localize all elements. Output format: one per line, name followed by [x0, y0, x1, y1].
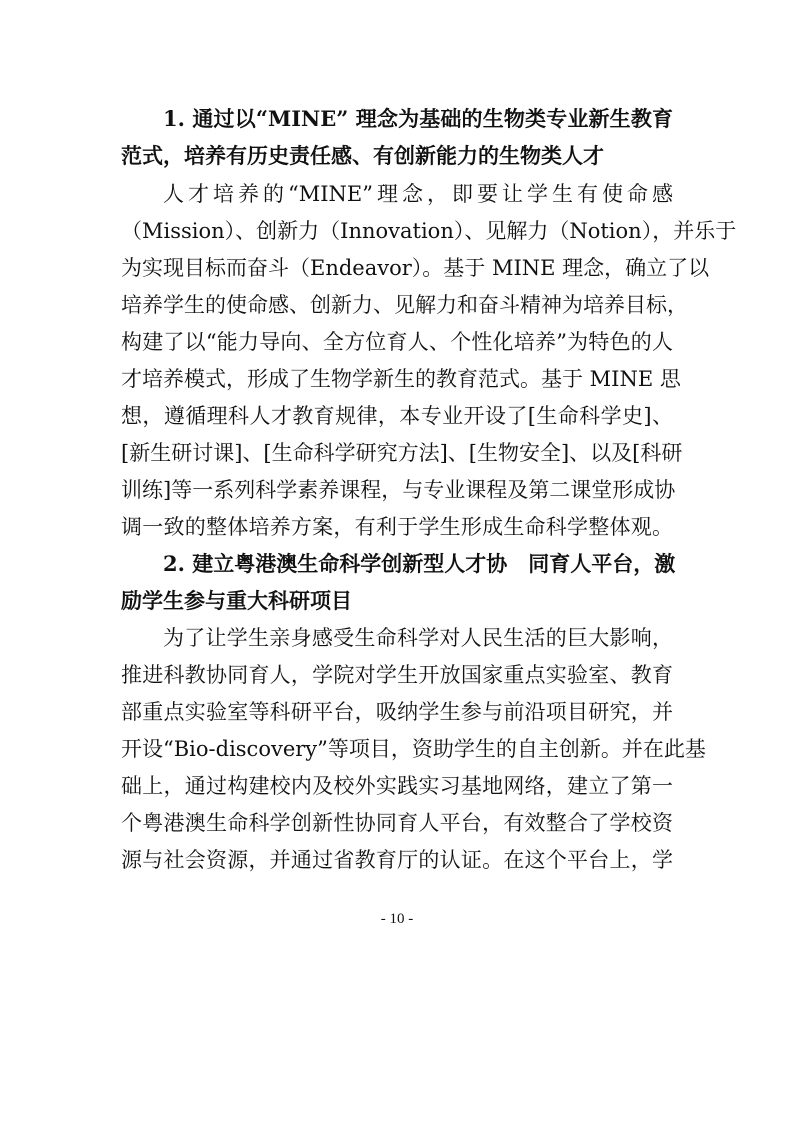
- section1-body-line-9: 训练]等一系列科学素养课程，与专业课程及第二课堂形成协: [121, 478, 676, 502]
- section1-heading-line-1: 1. 通过以“MINE” 理念为基础的生物类专业新生教育: [163, 106, 673, 131]
- page-number: - 10 -: [380, 911, 414, 927]
- section2-body-line-6: 个粤港澳生命科学创新性协同育人平台，有效整合了学校资: [121, 811, 673, 835]
- section2-body-line-2: 推进科教协同育人，学院对学生开放国家重点实验室、教育: [121, 663, 673, 687]
- section1-body-line-2: （Mission）、创新力（Innovation）、见解力（Notion），并乐于: [121, 219, 737, 243]
- section1-body-line-5: 构建了以“能力导向、全方位育人、个性化培养”为特色的人: [121, 330, 673, 354]
- section1-body-line-10: 调一致的整体培养方案，有利于学生形成生命科学整体观。: [121, 515, 673, 539]
- section1-body-line-1: 人才培养的“MINE”理念，即要让学生有使命感: [163, 182, 673, 206]
- section1-body-line-3: 为实现目标而奋斗（Endeavor）。基于 MINE 理念，确立了以: [121, 256, 710, 280]
- section1-heading-line-2: 范式，培养有历史责任感、有创新能力的生物类人才: [121, 143, 604, 168]
- section1-body-line-8: [新生研讨课]、[生命科学研究方法]、[生物安全]、以及[科研: [121, 441, 683, 465]
- section2-body-line-5: 础上，通过构建校内及校外实践实习基地网络，建立了第一: [121, 774, 673, 798]
- section2-heading-line-1: 2. 建立粤港澳生命科学创新型人才协 同育人平台，激: [163, 551, 676, 576]
- section2-body-line-4: 开设“Bio-discovery”等项目，资助学生的自主创新。并在此基: [121, 737, 706, 761]
- section1-body-line-4: 培养学生的使命感、创新力、见解力和奋斗精神为培养目标，: [121, 293, 688, 317]
- section2-body-line-1: 为了让学生亲身感受生命科学对人民生活的巨大影响，: [163, 626, 673, 650]
- section1-body-line-7: 想，遵循理科人才教育规律，本专业开设了[生命科学史]、: [121, 404, 673, 428]
- section2-body-line-7: 源与社会资源，并通过省教育厅的认证。在这个平台上，学: [121, 848, 673, 872]
- section2-body-line-3: 部重点实验室等科研平台，吸纳学生参与前沿项目研究，并: [121, 700, 673, 724]
- section1-body-line-6: 才培养模式，形成了生物学新生的教育范式。基于 MINE 思: [121, 367, 681, 391]
- section2-heading-line-2: 励学生参与重大科研项目: [121, 588, 352, 613]
